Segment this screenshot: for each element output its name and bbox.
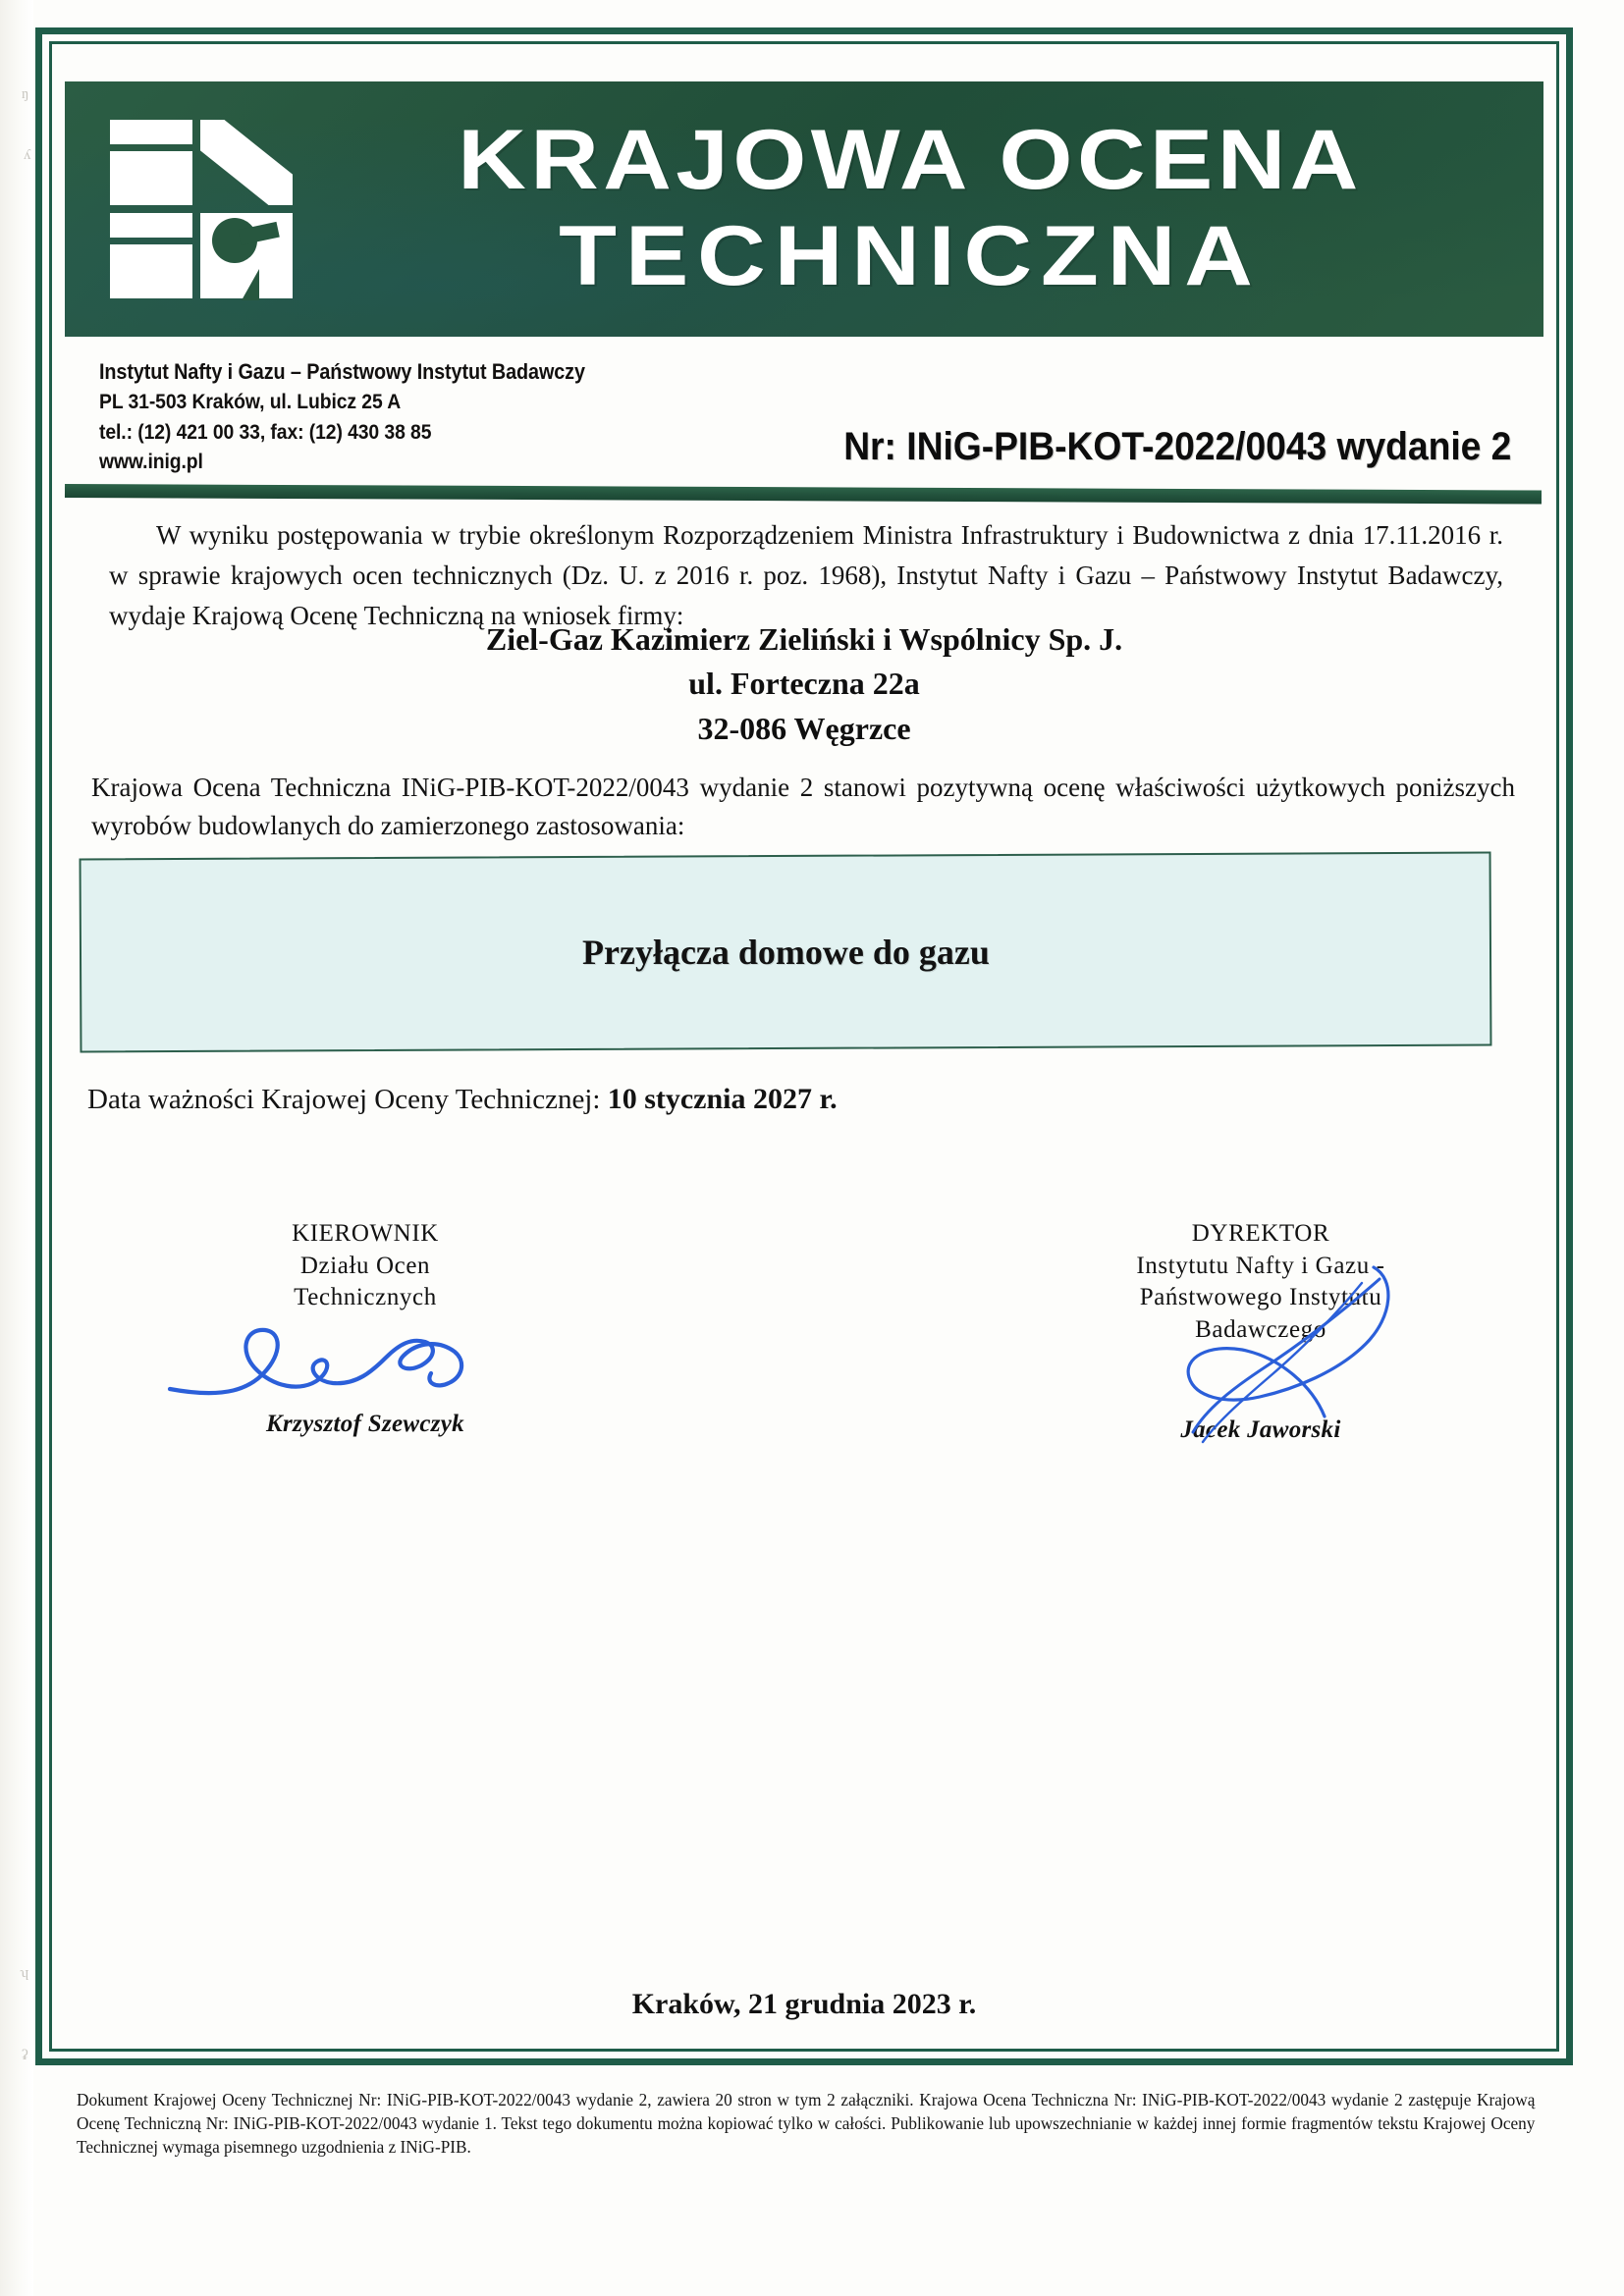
header-divider-rule <box>65 484 1542 505</box>
scan-speck: ʡ <box>22 2048 28 2063</box>
institute-address: PL 31-503 Kraków, ul. Lubicz 25 A <box>99 390 402 414</box>
applicant-name: Ziel-Gaz Kazimierz Zieliński i Wspólnicy Sp. J. <box>485 621 1123 657</box>
institute-phone: tel.: (12) 421 00 33, fax: (12) 430 38 85 <box>99 419 432 444</box>
signer-name-right: Jacek Jaworski <box>1180 1416 1341 1443</box>
signature-block-right <box>1050 1218 1472 1447</box>
signer-name-left: Krzysztof Szewczyk <box>266 1410 464 1437</box>
signature-block-left <box>154 1218 576 1440</box>
scan-speck: ʮ <box>20 1965 29 1981</box>
handwritten-signature-right <box>1050 1346 1472 1415</box>
product-name: Przyłącza domowe do gazu <box>581 933 990 973</box>
handwritten-signature-left <box>154 1314 576 1409</box>
banner-title-line-1: KRAJOWA OCENA <box>458 113 1363 208</box>
intro-paragraph: W wyniku postępowania w trybie określonym Rozporządzeniem Ministra Infrastruktury i Budownictwa z dnia 17.11.2016 r. w sprawie krajowych ocen technicznych (Dz. U. z 2016 r. poz. 1968), Instytut Nafty i Gazu – Państwowy Instytut Badawczy, wydaje Krajową Ocenę Techniczną na wniosek firmy: <box>109 520 1503 631</box>
product-highlight-box <box>80 851 1492 1052</box>
footer-fine-print: Dokument Krajowej Oceny Technicznej Nr: INiG-PIB-KOT-2022/0043 wydanie 2, zawiera 20 stron w tym 2 załączniki. Krajowa Ocena Techniczna Nr: INiG-PIB-KOT-2022/0043 wydanie 2 zastępuje Krajową Ocenę Techniczną Nr: INiG-PIB-KOT-2022/0043 wydanie 1. Tekst tego dokumentu można kopiować tylko w całości. Publikowanie lub upowszechnianie w każdej innej formie fragmentów tekstu Krajowej Oceny Technicznej wymaga pisemnego uzgodnienia z INiG-PIB. <box>77 2090 1536 2157</box>
banner-title-line-2: TECHNICZNA <box>559 209 1262 303</box>
validity-label: Data ważności Krajowej Oceny Technicznej: <box>87 1084 601 1115</box>
place-and-date: Kraków, 21 grudnia 2023 r. <box>631 1988 977 2020</box>
validity-line <box>87 1083 838 1116</box>
applicant-block <box>52 617 1556 751</box>
institute-website: www.inig.pl <box>99 450 203 474</box>
scan-speck: ŋ <box>22 86 29 102</box>
institute-address-block <box>99 356 585 477</box>
applicant-street: ul. Forteczna 22a <box>688 666 920 702</box>
header-banner <box>65 81 1543 337</box>
banner-title <box>293 113 1543 303</box>
director-role-line-1: DYREKTOR <box>1191 1220 1330 1247</box>
scan-speck: ʎ <box>24 147 31 163</box>
signer-role-line-2: Działu Ocen <box>299 1252 431 1279</box>
certificate-content <box>52 44 1556 2049</box>
institute-name: Instytut Nafty i Gazu – Państwowy Instytut Badawczy <box>99 359 585 384</box>
certificate-number: Nr: INiG-PIB-KOT-2022/0043 wydanie 2 <box>842 425 1511 468</box>
validity-date: 10 stycznia 2027 r. <box>607 1083 838 1115</box>
scope-paragraph: Krajowa Ocena Techniczna INiG-PIB-KOT-2022/0043 wydanie 2 stanowi pozytywną ocenę właściwości użytkowych poniższych wyrobów budowlanych do zamierzonego zastosowania: <box>91 773 1515 841</box>
applicant-city: 32-086 Węgrzce <box>697 710 911 746</box>
director-role-line-2: Instytutu Nafty i Gazu - <box>1136 1252 1385 1279</box>
director-role-line-4: Badawczego <box>1195 1315 1326 1343</box>
scan-edge-artifact <box>0 0 33 2296</box>
signer-role-line-3: Technicznych <box>294 1284 437 1310</box>
signer-role-line-1: KIEROWNIK <box>292 1220 439 1247</box>
director-role-line-3: Państwowego Instytutu <box>1139 1284 1382 1310</box>
